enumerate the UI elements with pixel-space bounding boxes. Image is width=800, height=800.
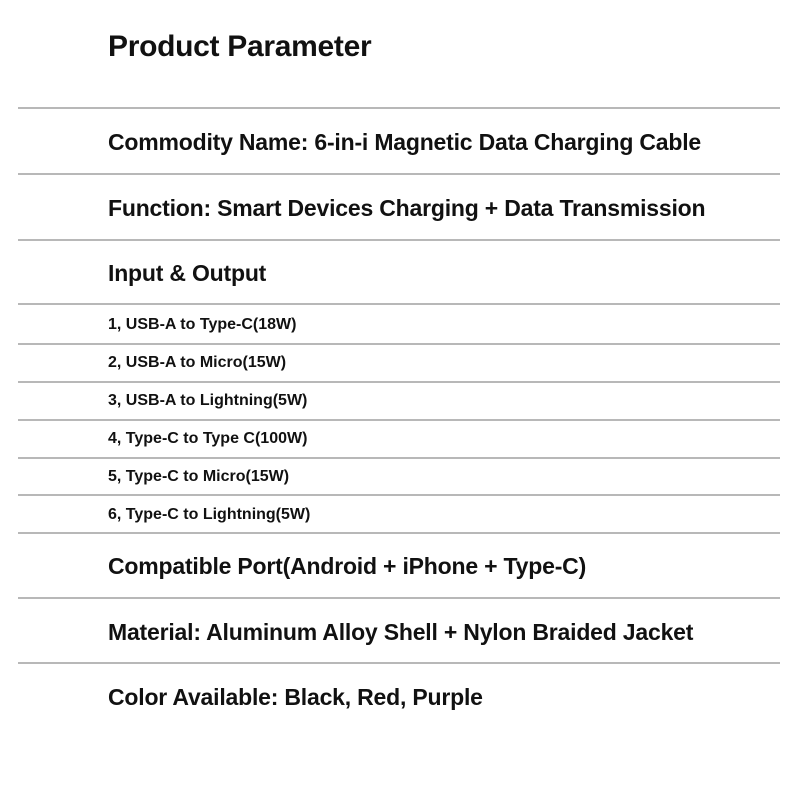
- divider: [18, 597, 780, 599]
- io-item: 5, Type-C to Micro(15W): [108, 468, 290, 485]
- page-title: Product Parameter: [108, 30, 372, 63]
- io-item: 4, Type-C to Type C(100W): [108, 430, 308, 447]
- io-item: 6, Type-C to Lightning(5W): [108, 506, 311, 523]
- divider: [18, 381, 780, 383]
- divider: [18, 419, 780, 421]
- compatible-port-text: Compatible Port(Android + iPhone + Type-C): [108, 553, 587, 579]
- commodity-name-text: Commodity Name: 6-in-i Magnetic Data Charging Cable: [108, 129, 701, 155]
- function-text: Function: Smart Devices Charging + Data Transmission: [108, 195, 706, 221]
- divider: [18, 662, 780, 664]
- io-item: 1, USB-A to Type-C(18W): [108, 316, 297, 333]
- divider: [18, 303, 780, 305]
- divider: [18, 173, 780, 175]
- material-text: Material: Aluminum Alloy Shell + Nylon Braided Jacket: [108, 619, 694, 645]
- color-available-text: Color Available: Black, Red, Purple: [108, 684, 483, 710]
- io-item: 2, USB-A to Micro(15W): [108, 354, 287, 371]
- divider: [18, 239, 780, 241]
- input-output-heading: Input & Output: [108, 260, 267, 286]
- io-item: 3, USB-A to Lightning(5W): [108, 392, 308, 409]
- divider: [18, 532, 780, 534]
- divider: [18, 343, 780, 345]
- divider: [18, 494, 780, 496]
- divider: [18, 107, 780, 109]
- divider: [18, 457, 780, 459]
